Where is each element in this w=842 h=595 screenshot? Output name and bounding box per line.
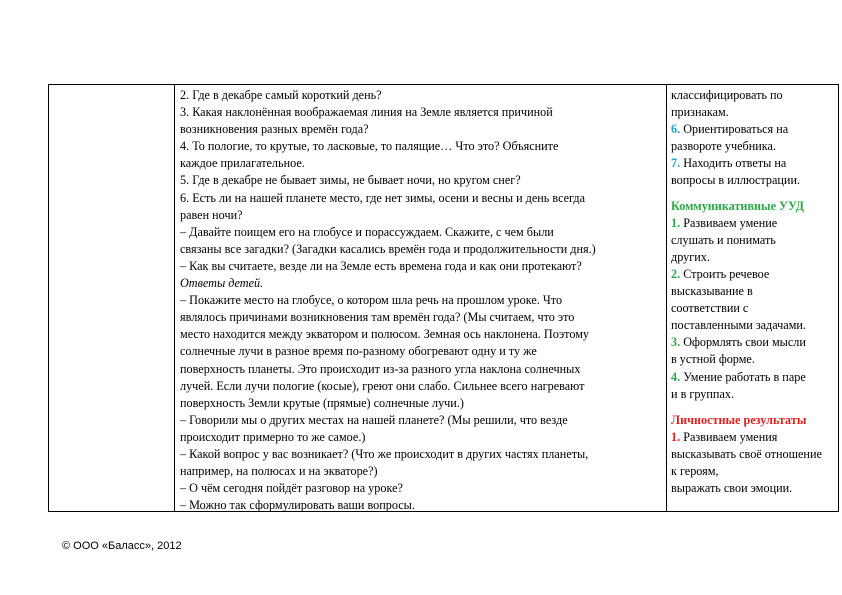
- item-number: 6.: [671, 122, 681, 137]
- text-line: каждое прилагательное.: [180, 156, 305, 171]
- text-line: к героям,: [671, 463, 719, 478]
- text-line: – О чём сегодня пойдёт разговор на уроке?: [180, 481, 403, 496]
- text-line: вопросы в иллюстрации.: [671, 173, 801, 188]
- text-line: солнечные лучи в разное время по-разному обогревают одну и ту же: [180, 344, 537, 359]
- text-line: высказывать своё отношение: [671, 446, 822, 461]
- text-line: являлось причинами возникновения там времён года? (Мы считаем, что это: [180, 310, 575, 325]
- text-line: поверхность Земли крутые (прямые) солнечные лучи.): [180, 395, 464, 410]
- text-line: – Какой вопрос у вас возникает? (Что же происходит в других частях планеты,: [180, 446, 589, 461]
- item-number: 4.: [671, 369, 681, 384]
- text-line: классифицировать по: [671, 88, 783, 102]
- item-text: Умение работать в паре: [680, 369, 806, 384]
- text-line: поверхность планеты. Это происходит из-за разного угла наклона солнечных: [180, 361, 581, 376]
- item-number: 2.: [671, 266, 681, 281]
- communicative-item-1: [671, 215, 837, 232]
- text-line: – Давайте поищем его на глобусе и порассуждаем. Скажите, с чем были: [180, 224, 554, 239]
- item-text: Оформлять свои мысли: [680, 335, 806, 350]
- text-line: возникновения разных времён года?: [180, 122, 369, 137]
- outcome-item-6: [671, 121, 837, 138]
- item-text: Развиваем умения: [680, 429, 778, 444]
- text-line: например, на полюсах и на экваторе?): [180, 464, 378, 479]
- text-line: 6. Есть ли на нашей планете место, где нет зимы, осени и весны и день всегда: [180, 190, 586, 205]
- text-line: развороте учебника.: [671, 139, 776, 154]
- text-line: 2. Где в декабре самый короткий день?: [180, 88, 382, 102]
- copyright-footer: © ООО «Баласс», 2012: [62, 540, 182, 552]
- communicative-heading: Коммуникативные УУД: [671, 198, 805, 213]
- text-line: поставленными задачами.: [671, 318, 806, 333]
- communicative-item-3: [671, 334, 837, 351]
- outcome-item-7: [671, 155, 837, 172]
- lesson-dialogue-column: [180, 87, 665, 514]
- item-text: Ориентироваться на: [680, 122, 789, 137]
- text-line: высказывание в: [671, 284, 753, 299]
- item-text: Находить ответы на: [680, 156, 787, 171]
- children-answers-note: Ответы детей.: [180, 276, 264, 291]
- learning-outcomes-column: [671, 87, 837, 497]
- text-line: – Как вы считаете, везде ли на Земле есть времена года и как они протекают?: [180, 258, 582, 273]
- text-line: признакам.: [671, 105, 729, 120]
- item-text: Развиваем умение: [680, 215, 778, 230]
- text-line: место находится между экватором и полюсом. Земная ось наклонена. Поэтому: [180, 327, 590, 342]
- text-line: слушать и понимать: [671, 232, 776, 247]
- text-line: в устной форме.: [671, 352, 755, 367]
- item-number: 3.: [671, 335, 681, 350]
- item-number: 7.: [671, 156, 681, 171]
- text-line: – Можно так сформулировать ваши вопросы.: [180, 498, 415, 513]
- lesson-table: [48, 84, 839, 512]
- personal-item-1: [671, 429, 837, 446]
- communicative-item-2: [671, 266, 837, 283]
- text-line: выражать свои эмоции.: [671, 481, 793, 496]
- text-line: 4. То пологие, то крутые, то ласковые, то палящие… Что это? Объясните: [180, 139, 559, 154]
- communicative-item-4: [671, 369, 837, 386]
- text-line: 5. Где в декабре не бывает зимы, не бывает ночи, но кругом снег?: [180, 173, 521, 188]
- item-number: 1.: [671, 215, 681, 230]
- text-line: и в группах.: [671, 386, 734, 401]
- text-line: связаны все загадки? (Загадки касались времён года и продолжительности дня.): [180, 241, 596, 256]
- column-divider-1: [174, 85, 175, 511]
- item-text: Строить речевое: [680, 266, 770, 281]
- text-line: – Говорили мы о других местах на нашей планете? (Мы решили, что везде: [180, 412, 568, 427]
- text-line: других.: [671, 249, 710, 264]
- text-line: 3. Какая наклонённая воображаемая линия на Земле является причиной: [180, 105, 553, 120]
- personal-results-heading: Личностные результаты: [671, 412, 807, 427]
- column-divider-2: [666, 85, 667, 511]
- text-line: соответствии с: [671, 301, 749, 316]
- text-line: – Покажите место на глобусе, о котором шла речь на прошлом уроке. Что: [180, 293, 563, 308]
- text-line: лучей. Если лучи пологие (косые), греют они слабо. Сильнее всего нагревают: [180, 378, 585, 393]
- text-line: происходит примерно то же самое.): [180, 429, 366, 444]
- item-number: 1.: [671, 429, 681, 444]
- text-line: равен ночи?: [180, 207, 243, 222]
